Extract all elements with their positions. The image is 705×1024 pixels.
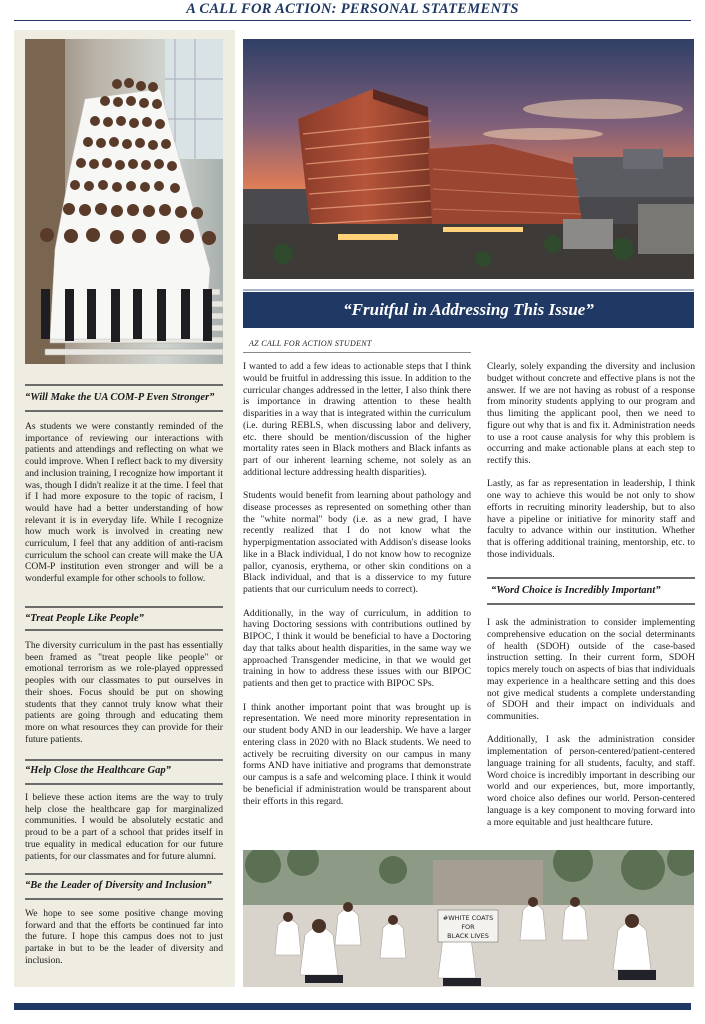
sidebar-divider — [25, 783, 223, 785]
footer-bar — [14, 1003, 691, 1010]
sidebar-heading-stronger: “Will Make the UA COM-P Even Stronger” — [25, 392, 215, 403]
article-byline: AZ CALL FOR ACTION STUDENT — [249, 339, 372, 348]
article-paragraph: I ask the administration to consider implementing comprehensive education on the social determinants of health (SDOH) outside of the case-based instruction setting. In their current form, SDOH topics merely touch on aspects of bias that individuals may experience in a healthcare setting and this does not give medical students a complete understanding of SDOH and their impact on individuals and communities. — [487, 617, 695, 722]
protest-sign-line-1: #WHITE COATS — [442, 914, 494, 922]
section-divider — [487, 577, 695, 579]
sidebar-divider — [25, 873, 223, 875]
article-title: “Fruitful in Addressing This Issue” — [243, 292, 694, 328]
building-photo — [243, 39, 694, 279]
sidebar-divider — [25, 759, 223, 761]
sidebar-heading-leader: “Be the Leader of Diversity and Inclusion” — [25, 880, 212, 891]
article-paragraph: Clearly, solely expanding the diversity and inclusion budget without concrete and effective plans is not the answer. If we are not having as robust of a response from minority students applying to our program and thus limiting the applicant pool, then we need to figure out why that is and fix it. Administration needs to use a root cause analysis for why this problem is occurring and make actionable plans at each step to rectify this. — [487, 361, 695, 466]
sidebar-text-healthcare-gap: I believe these action items are the way to truly help close the healthcare gap for marginalized communities. I would be absolutely ecstatic and proud to be a part of a school that prides itself in true equality in medical education for our future patients, for our classmates and for future alumni. — [25, 792, 223, 862]
article-paragraph: I think another important point that was brought up is representation. We need more minority representation in our student body AND in our leadership. We have a larger entering class in 2020 with no Black students. We need to actively be recruiting diversity on our campus in many forms AND have initiative and programs that demonstrate our campus is a safe and welcoming place. I think it would be beneficial if administration would be transparent about their efforts in this regard. — [243, 701, 471, 807]
sidebar-text-leader: We hope to see some positive change moving forward and that the efforts be continued far into the future. I hope this campus does not to just partake in but to be the leader of diversity and inclusion. — [25, 908, 223, 966]
sidebar-divider — [25, 629, 223, 631]
page-title: A CALL FOR ACTION: PERSONAL STATEMENTS — [186, 1, 519, 17]
sidebar-text-treat-people: The diversity curriculum in the past has essentially been framed as "treat people like people" or emotional terrorism as we role-played oppressed peoples with our classmates to put ourselves in their shoes. Focus should be put on showing students that they cannot truly know what their patients are going through and educating them more on what resources they can provide for their future patients. — [25, 640, 223, 745]
section-heading-word-choice: “Word Choice is Incredibly Important” — [491, 585, 661, 596]
protest-sign-line-3: BLACK LIVES — [447, 932, 489, 940]
title-divider — [14, 20, 691, 21]
word-choice-text — [487, 617, 695, 840]
sidebar-divider — [25, 410, 223, 412]
article-column-2 — [487, 361, 695, 572]
protest-sign-line-2: FOR — [461, 923, 475, 931]
sidebar-heading-treat-people: “Treat People Like People” — [25, 613, 144, 624]
sidebar-heading-healthcare-gap: “Help Close the Healthcare Gap” — [25, 765, 171, 776]
group-photo — [25, 39, 223, 364]
article-paragraph: Additionally, I ask the administration consider implementation of person-centered/patient-centered language training for all students, faculty, and staff. Word choice is incredibly important in describing our world and our experiences, but, more importantly, word choice also defines our world. Person-centered language is a key component to moving forward into a more equitable and just healthcare future. — [487, 734, 695, 828]
sidebar-text-stronger: As students we were constantly reminded of the importance of reviewing our interactions with patients and attendings and reflecting on what we could improve. When I reflect back to my diversity and inclusion training, I recognize how important it was, though I didn't realize it at the time. I feel that if I had more exposure to the topic of racism, I would have had a better understanding of how relevant it is in everyday life. While I recognize how much work is involved in creating new curriculum, I feel that any addition of anti-racism curriculum the school can create will make the UA COM-P institution even stronger and will be a wonderful example for other schools to follow. — [25, 421, 223, 585]
article-paragraph: I wanted to add a few ideas to actionable steps that I think would be fruitful in addressing this issue. In addition to the curricular changes addressed in the letter, I also think there is importance in drawing attention to these health disparities in a way that is integrated within the curriculum (i.e. during REBLS, when discussing labor and delivery, etc. there should be mention/discussion of the higher mortality rates seen in Black mothers and Black infants as part of our inherent learning scheme, not solely as an additional lecture addressing health disparities). — [243, 361, 471, 478]
article-paragraph: Students would benefit from learning about pathology and disease processes as represented on something other than the "white normal" body (i.e. as a new grad, I have recently realized that I do not know what the hyperpigmentation associated with Addison's disease looks like in a Black individual, I do not know how to recognize pallor, cyanosis, erythema, or other skin conditions on a Black individual, and that is a disservice to my future patients that our curriculum needs to correct). — [243, 490, 471, 596]
protest-photo — [243, 850, 694, 987]
banner-accent — [243, 289, 694, 291]
article-paragraph: Additionally, in the way of curriculum, in addition to having Doctoring sessions with contributions outlined by BIPOC, I think it would be beneficial to have a Doctoring day that talks about health disparities, in the same way we approached Transgender medicine, in that we would get training in how to address these issues with our BIPOC patients and then get to practice with BIPOC SPs. — [243, 607, 471, 690]
section-divider — [487, 603, 695, 605]
sidebar-divider — [25, 898, 223, 900]
article-paragraph: Lastly, as far as representation in leadership, I think one way to achieve this would be not only to show efforts in recruiting minority leadership, but to also have a pipeline or initiative for minority staff and faculty to advance within our institution. Whether that is offering additional training, mentorship, etc. to those individuals. — [487, 478, 695, 560]
article-column-1 — [243, 361, 471, 819]
sidebar-divider — [25, 606, 223, 608]
sidebar-divider — [25, 384, 223, 386]
byline-rule — [243, 352, 471, 353]
